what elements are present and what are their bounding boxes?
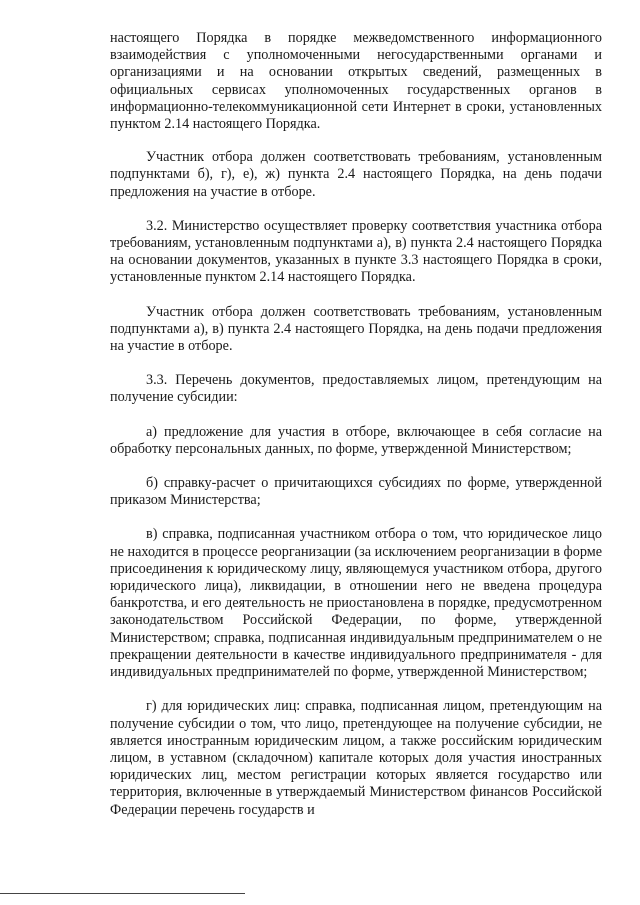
paragraph-continuation: настоящего Порядка в порядке межведомственного информационного взаимодействия с уполномоченными негосударственными органами и организациями и на основании открытых сведений, размещенных в официальных сервисах уполномоченных государственных органов в информационно-телекоммуникационной сети Интернет в сроки, установленных пунктом 2.14 настоящего Порядка. [110, 30, 602, 133]
paragraph-3-2: 3.2. Министерство осуществляет проверку соответствия участника отбора требованиям, установленным подпунктами а), в) пункта 2.4 настоящего Порядка на основании документов, указанных в пункте 3.3 настоящего Порядка в сроки, установленные пунктом 2.14 настоящего Порядка. [110, 217, 602, 286]
paragraph-3-3: 3.3. Перечень документов, предоставляемых лицом, претендующим на получение субсидии: [110, 372, 602, 406]
bottom-divider [0, 893, 245, 894]
paragraph-requirements-note-2: Участник отбора должен соответствовать требованиям, установленным подпунктами а), в) пункта 2.4 настоящего Порядка, на день подачи предложения на участие в отборе. [110, 303, 602, 355]
list-item-v: в) справка, подписанная участником отбора о том, что юридическое лицо не находится в процессе реорганизации (за исключением реорганизации в форме присоединения к юридическому лицу, являющемуся участником отбора, другого юридического лица), ликвидации, в отношении него не введена процедура банкротства, и его деятельность не приостановлена в порядке, предусмотренном законодательством Российской Федерации, по форме, утвержденной Министерством; справка, подписанная индивидуальным предпринимателем о не прекращении деятельности в качестве индивидуального предпринимателя - для индивидуальных предпринимателей по форме, утвержденной Министерством; [110, 526, 602, 681]
list-item-b: б) справку-расчет о причитающихся субсидиях по форме, утвержденной приказом Министерства; [110, 475, 602, 509]
list-item-a: а) предложение для участия в отборе, включающее в себя согласие на обработку персональных данных, по форме, утвержденной Министерством; [110, 423, 602, 457]
paragraph-requirements-note-1: Участник отбора должен соответствовать требованиям, установленным подпунктами б), г), е), ж) пункта 2.4 настоящего Порядка, на день подачи предложения на участие в отборе. [110, 149, 602, 200]
list-item-g: г) для юридических лиц: справка, подписанная лицом, претендующим на получение субсидии о том, что лицо, претендующее на получение субсидии, не является иностранным юридическим лицом, а также российским юридическим лицом, в уставном (складочном) капитале которых доля участия иностранных юридических лиц, местом регистрации которых является государство или территория, включенные в утверждаемый Министерством финансов Российской Федерации перечень государств и [110, 698, 602, 818]
document-body [110, 30, 602, 836]
